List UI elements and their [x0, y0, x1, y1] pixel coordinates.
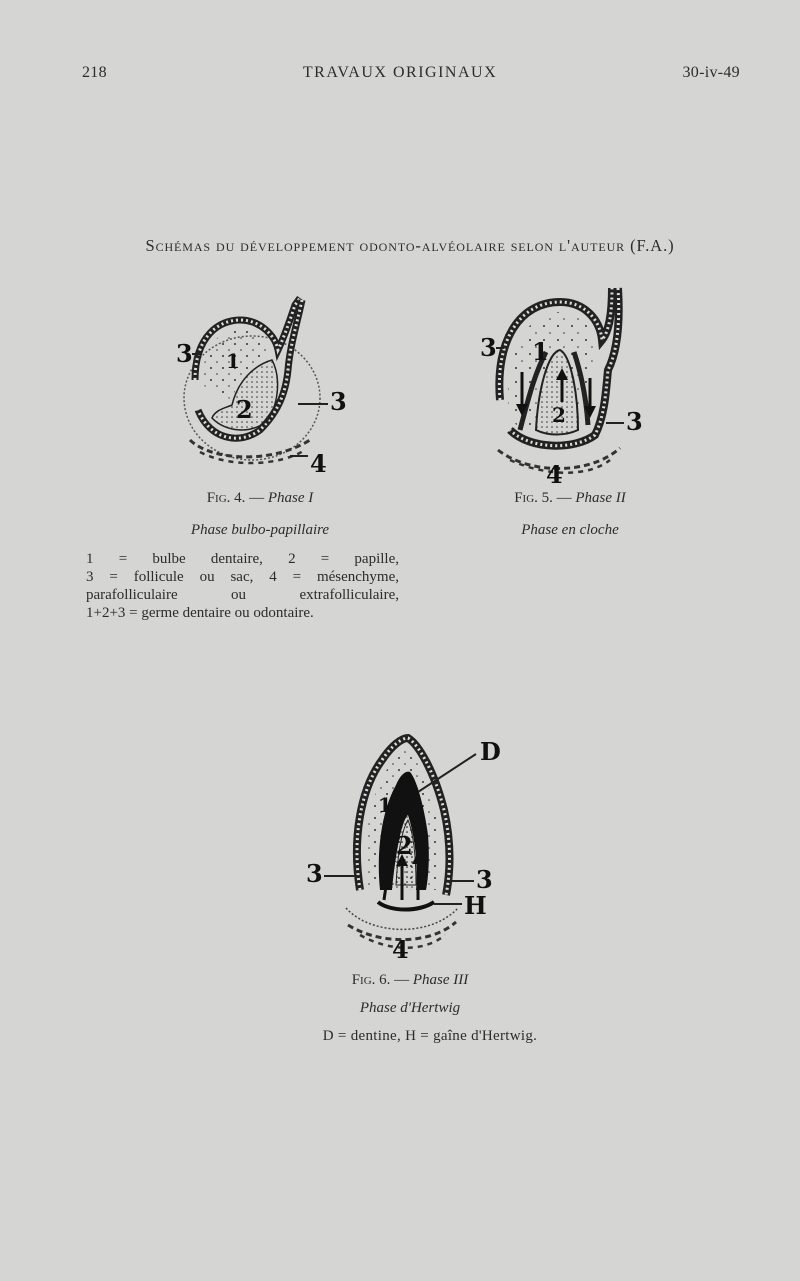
header-date: 30-iv-49 — [682, 64, 740, 81]
fig4-label-2: 2 — [236, 395, 253, 424]
fig5-dash: — — [556, 490, 572, 506]
fig4-legend-line-1: 1 = bulbe dentaire, 2 = papille, — [86, 551, 399, 567]
fig6-label-4: 4 — [392, 935, 409, 964]
fig5-label-3-left: 3 — [480, 333, 497, 362]
figure-5-drawing — [470, 280, 670, 490]
fig5-label-3-right: 3 — [626, 407, 643, 436]
fig4-phase: Phase I — [267, 490, 314, 506]
fig6-label-H: H — [464, 891, 487, 920]
figure-6-drawing — [300, 730, 520, 965]
fig4-legend-line-3: parafolliculaire ou extrafolliculaire, — [86, 587, 399, 603]
fig5-label-4: 4 — [546, 460, 563, 489]
fig6-label-3-left: 3 — [306, 859, 323, 888]
fig4-label-1: 1 — [226, 349, 240, 373]
fig6-legend: D = dentine, H = gaîne d'Hertwig. — [322, 1028, 538, 1044]
running-head: TRAVAUX ORIGINAUX — [302, 64, 498, 81]
fig5-label-2: 2 — [552, 403, 566, 427]
fig4-number: Fig. 4. — [206, 490, 246, 506]
fig6-label-2: 2 — [396, 831, 413, 860]
fig4-subtitle: Phase bulbo-papillaire — [190, 522, 330, 538]
fig5-subtitle: Phase en cloche — [521, 522, 619, 538]
fig4-caption — [150, 490, 370, 507]
fig6-label-D: D — [480, 737, 501, 766]
fig4-label-3-left: 3 — [176, 339, 193, 368]
page-number: 218 — [82, 64, 107, 81]
fig6-number: Fig. 6. — [351, 972, 391, 988]
fig4-dash: — — [249, 490, 265, 506]
fig4-label-3-right: 3 — [330, 387, 347, 416]
fig6-caption — [300, 972, 520, 989]
fig5-phase: Phase II — [575, 490, 626, 506]
fig4-label-4: 4 — [310, 449, 327, 478]
fig4-legend-line-2: 3 = follicule ou sac, 4 = mésenchyme, — [86, 569, 399, 585]
fig4-legend-line-4: 1+2+3 = germe dentaire ou odontaire. — [86, 605, 314, 621]
fig6-subtitle: Phase d'Hertwig — [359, 1000, 461, 1016]
fig6-label-1: 1 — [378, 793, 392, 817]
fig4-legend — [86, 550, 399, 622]
fig6-dash: — — [394, 972, 410, 988]
figure-4-drawing — [160, 280, 360, 480]
fig6-phase: Phase III — [412, 972, 469, 988]
fig5-label-1: 1 — [532, 337, 549, 366]
fig5-caption — [460, 490, 680, 507]
section-title: Schémas du développement odonto-alvéolaire selon l'auteur (F.A.) — [145, 236, 675, 255]
fig5-number: Fig. 5. — [514, 490, 553, 506]
fig6-label-3-right: 3 — [476, 865, 493, 894]
